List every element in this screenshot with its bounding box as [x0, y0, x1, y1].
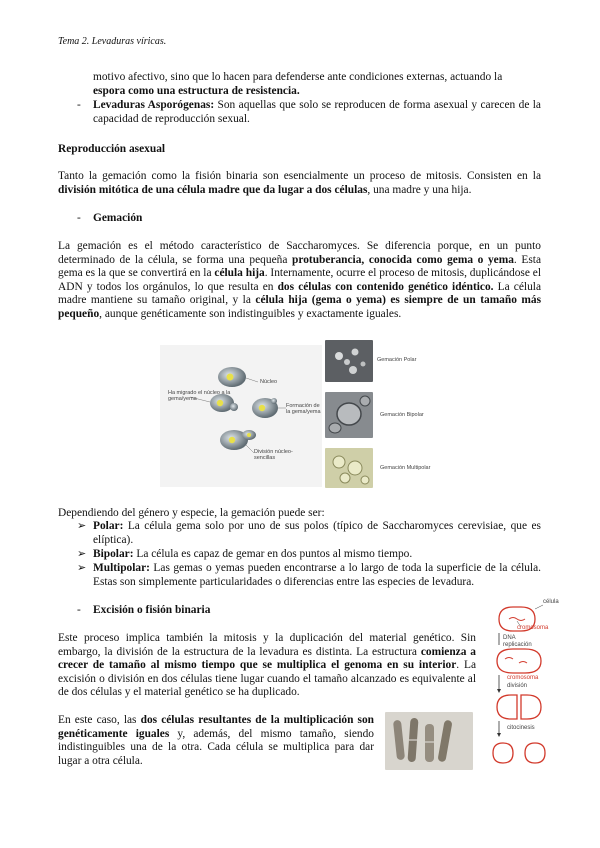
polar-micrograph	[325, 340, 373, 382]
asporogenas-item	[77, 99, 541, 126]
gemacion-paragraph: La gemación es el método característico de Saccharomyces. Se diferencia porque, en un punto determinado de la célula, se forma una pequeña protuberancia, conocida como gema o yema. Esta gema es la que se convertirá en la célula hija. Internamente, ocurre el proceso de mitosis, duplicándose el ADN y todos los orgánulos, lo que resulta en dos células con contenido genético idéntico. La célula madre mantiene su tamaño original, y la célula hija (gema o yema) es siempre de un tamaño más pequeño, aunque genéticamente son indistinguibles y exactamente iguales.	[58, 240, 542, 320]
label-cromosoma-2: cromosoma	[507, 675, 539, 681]
label-replication: replicación	[503, 642, 532, 648]
repro-paragraph: Tanto la gemación como la fisión binaria son esencialmente un proceso de mitosis. Consisten en la división mitótica de una célula madre que da lugar a dos células, una madre y una hija.	[58, 170, 541, 196]
label-nucleo: Núcleo	[260, 379, 278, 385]
budding-diagram-svg	[160, 345, 322, 487]
multipolar-micrograph	[325, 448, 373, 488]
nucleus-1	[227, 374, 234, 381]
fision-paragraph-2: En este caso, las dos células resultantes de la multiplicación son genéticamente iguales y, además, del mismo tamaño, siendo indistinguibles una de la otra. Cada célula se multiplica para dar lugar a otra célula.	[58, 714, 374, 767]
label-citocinesis: citocinesis	[507, 725, 535, 731]
label-migrado: Ha migrado el núcleo a la gema/yema	[168, 390, 231, 402]
page-header: Tema 2. Levaduras víricas.	[58, 36, 167, 47]
label-division-2: división	[507, 683, 528, 689]
budding-diagram	[160, 345, 322, 487]
fision-paragraph: Este proceso implica también la mitosis y la duplicación del material genético. Sin embargo, la división de la estructura de la levadura es distinta. La estructura comienza a crecer de tamaño al mismo tiempo que se multiplica el genoma en su interior. La excisión o división en dos células tiene lugar cuando el tamaño alcanzado es equivalente al de dos células y el material genético se ha duplicado.	[58, 632, 477, 699]
label-dna: DNA	[503, 635, 516, 641]
bullet-dash: -	[77, 99, 81, 111]
label-division: División núcleo-sencillas	[254, 449, 293, 461]
intro-paragraph	[93, 71, 541, 98]
subsection-title-fision: - Excisión o fisión binaria	[77, 604, 211, 616]
intro-text: motivo afectivo, sino que lo hacen para defenderse ante condiciones externas, actuando la	[93, 71, 503, 83]
label-bipolar: Gemación Bipolar	[380, 412, 424, 418]
label-multipolar: Gemación Multipolar	[380, 465, 431, 471]
label-polar: Gemación Polar	[377, 357, 417, 363]
asporogenas-term: Levaduras Asporógenas:	[93, 99, 215, 111]
asporogenas-text: Son aquellas que solo se reproducen de forma asexual y carecen de la capacidad de reproducción sexual.	[93, 99, 541, 125]
tipos-intro: Dependiendo del género y especie, la gemación puede ser:	[58, 507, 325, 519]
subsection-title-gemacion: - Gemación	[77, 212, 143, 224]
tipo-polar: ➢ Polar: La célula gema solo por uno de sus polos (típico de Saccharomyces cerevisiae, que es elíptica).	[77, 520, 541, 546]
section-title-reproduccion: Reproducción asexual	[58, 143, 166, 155]
label-cromosoma: cromosoma	[517, 625, 549, 631]
label-formacion: Formación de la gema/yema	[286, 403, 321, 415]
fission-diagram	[487, 597, 559, 772]
intro-bold: espora como una estructura de resistencia.	[93, 84, 300, 97]
tipo-multipolar: ➢ Multipolar: Las gemas o yemas pueden encontrarse a lo largo de toda la superficie de la célula. Estas son simplemente particularidades o diferencias entre las especies de levadura.	[77, 562, 541, 588]
tipo-bipolar: ➢ Bipolar: La célula es capaz de gemar en dos puntos al mismo tiempo.	[77, 548, 413, 560]
label-celula: célula	[543, 599, 559, 605]
fission-micrograph	[385, 712, 473, 770]
bipolar-micrograph	[325, 392, 373, 438]
